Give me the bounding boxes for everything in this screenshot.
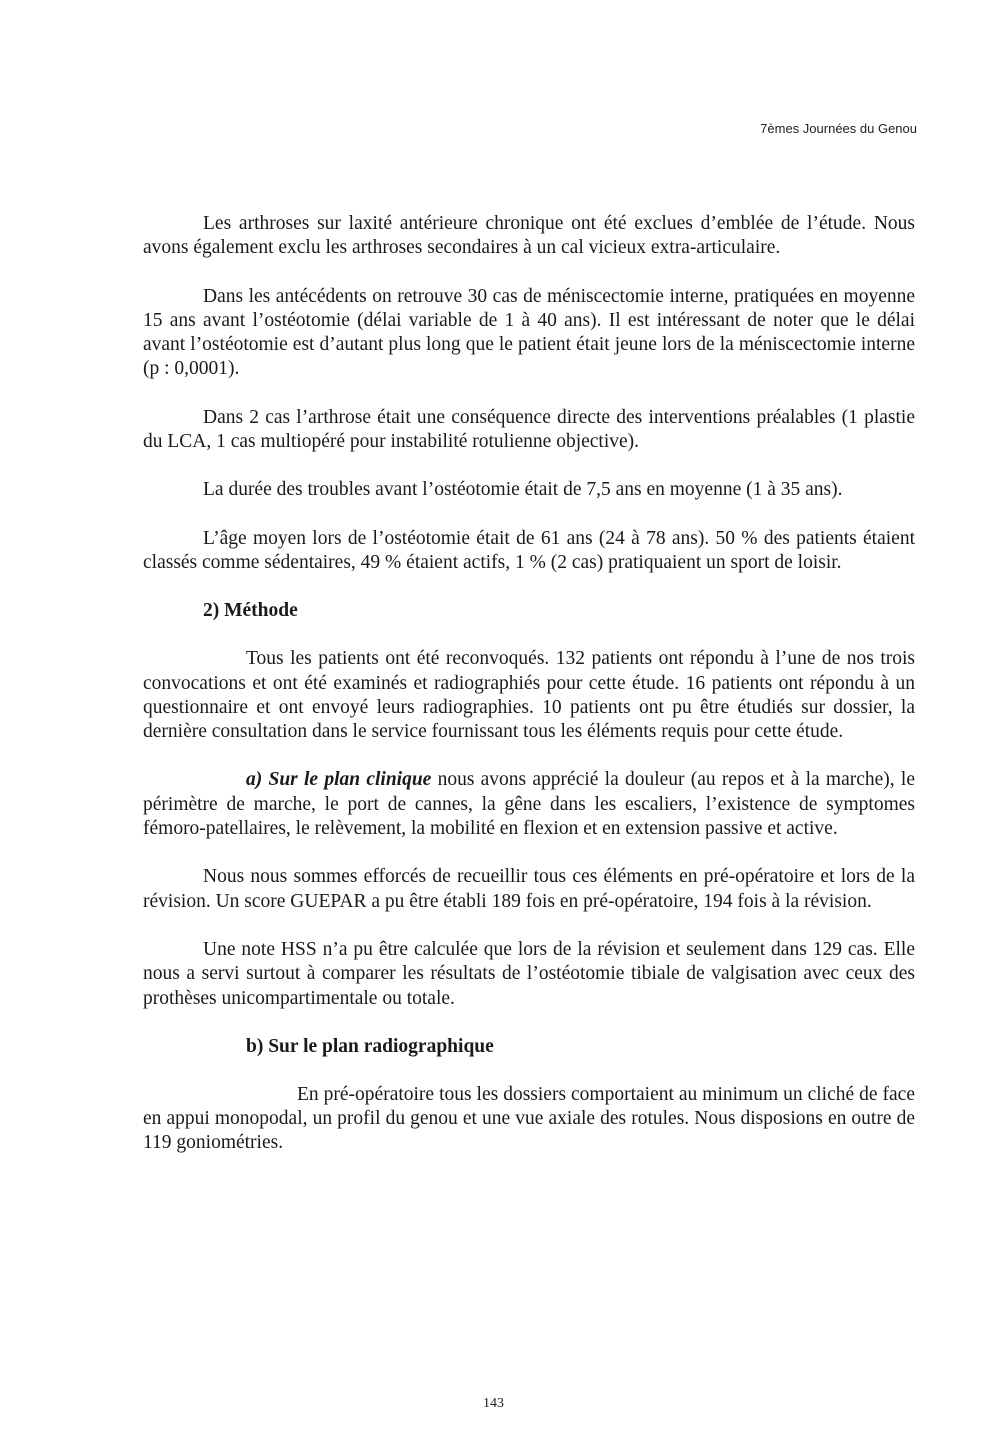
paragraph-preoperatoire: En pré-opératoire tous les dossiers comportaient au minimum un cliché de face en appui monopodal, un profil du genou et une vue axiale des rotules. Nous disposions en outre de 119 goniométries. <box>143 1083 915 1154</box>
paragraph-clinique <box>143 768 915 841</box>
paragraph-age: L’âge moyen lors de l’ostéotomie était de 61 ans (24 à 78 ans). 50 % des patients étaient classés comme sédentaires, 49 % étaient actifs, 1 % (2 cas) pratiquaient un sport de loisir. <box>143 527 915 573</box>
document-body <box>143 212 915 1180</box>
heading-methode: 2) Méthode <box>203 600 298 622</box>
running-header: 7èmes Journées du Genou <box>760 121 917 136</box>
paragraph-interventions: Dans 2 cas l’arthrose était une conséquence directe des interventions préalables (1 plastie du LCA, 1 cas multiopéré pour instabilité rotulienne objective). <box>143 406 915 453</box>
paragraph-score: Nous nous sommes efforcés de recueillir tous ces éléments en pré-opératoire et lors de la révision. Un score GUEPAR a pu être établi 189 fois en pré-opératoire, 194 fois à la révision. <box>143 866 915 912</box>
paragraph-duree: La durée des troubles avant l’ostéotomie était de 7,5 ans en moyenne (1 à 35 ans). <box>203 479 843 501</box>
clinique-lead: a) Sur le plan clinique <box>246 769 432 791</box>
paragraph-patients: Tous les patients ont été reconvoqués. 132 patients ont répondu à l’une de nos trois convocations et ont été examinés et radiographiés pour cette étude. 16 patients ont répondu à un questionnaire et ont envoyé leurs radiographies. 10 patients ont pu être étudiés sur dossier, la dernière consultation dans le service fournissant tous les éléments requis pour cette étude. <box>143 648 915 743</box>
paragraph-exclusions: Les arthroses sur laxité antérieure chronique ont été exclues d’emblée de l’étude. Nous avons également exclu les arthroses secondaires à un cal vicieux extra-articulaire. <box>143 213 915 259</box>
paragraph-hss: Une note HSS n’a pu être calculée que lors de la révision et seulement dans 129 cas. Elle nous a servi surtout à comparer les résultats de l’ostéotomie tibiale de valgisation avec ceux des prothèses unicompartimentale ou totale. <box>143 938 915 1009</box>
heading-radiographique: b) Sur le plan radiographique <box>246 1035 494 1057</box>
page-number: 143 <box>483 1396 504 1411</box>
clinique-text: nous avons apprécié la douleur (au repos et à la marche), le périmètre de marche, le port de cannes, la gêne dans les escaliers, l’existence de symptomes fémoro-patellaires, le relèvement, la mobilité en flexion et en extension passive et active. <box>143 769 915 840</box>
paragraph-antecedents: Dans les antécédents on retrouve 30 cas de méniscectomie interne, pratiquées en moyenne 15 ans avant l’ostéotomie (délai variable de 1 à 40 ans). Il est intéressant de noter que le délai avant l’ostéotomie est d’autant plus long que le patient était jeune lors de la méniscectomie interne (p : 0,0001). <box>143 285 915 380</box>
